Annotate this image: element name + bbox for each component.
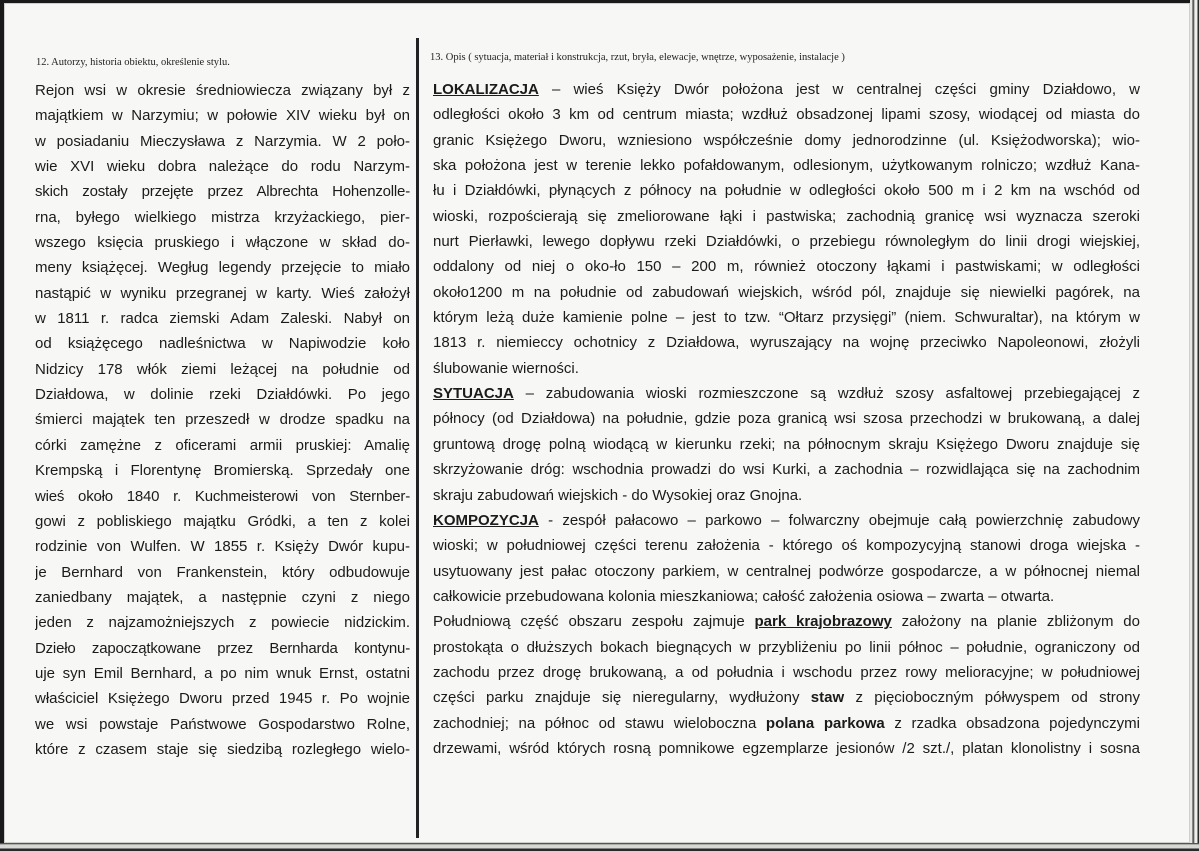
text-line: północy (od Działdowa) na południe, gdzie poza granicą wsi szosa przechodzi w brukowaną, a dalej <box>433 410 1140 428</box>
text-line: które z czasem staje się siedzibą rozległego wielo- <box>35 740 410 758</box>
text-line: granic Księżego Dworu, wzniesiono współcześnie domy jednorodzinne (ul. Księżodworska); wio- <box>433 131 1140 149</box>
sytuacja-first-line: SYTUACJA – zabudowania wioski rozmieszczone są wzdłuż szosy asfaltowej przebiegającej z <box>433 385 1140 403</box>
text-line: wieś około 1840 r. Kuchmeisterowi von Sternber- <box>35 487 410 505</box>
description-text-column <box>433 77 1140 761</box>
text-line: całkowicie przebudowana kolonia mieszkaniowa; całość założenia osiowa – zwarta – otwarta. <box>433 587 1055 605</box>
kompozycja-paragraph <box>433 533 1140 609</box>
text-line: odległości około 3 km od centrum miasta; wzdłuż obsadzonej lipami szosy, wiodącej od miasta do <box>433 106 1140 124</box>
text-line: gruntową drogę polną wiodącą w kierunku rzeki; na północnym skraju Księżego Dworu znajduje się <box>433 435 1140 453</box>
history-text-column <box>35 78 410 762</box>
park-krajobrazowy-label: park krajobrazowy <box>754 613 892 631</box>
page-edge-right <box>1190 0 1199 851</box>
staw-term: staw <box>810 689 845 707</box>
park-line: zachodniej; na północ od stawu wieloboczna polana parkowa z rzadka obsadzona pojedynczymi <box>433 714 1140 732</box>
text-line: we wsi powstaje Państwowe Gospodarstwo Rolne, <box>35 715 410 733</box>
text-line: skich zostały przejęte przez Albrechta Hohenzolle- <box>35 183 410 201</box>
page-edge-bottom <box>0 843 1199 851</box>
text-line: nurt Pierławki, lewego dopływu rzeki Działdówki, o przebiegu równoległym do linii drogi wiejskiej, <box>433 233 1140 251</box>
text-line: uje syn Emil Bernhard, a po nim wnuk Ernst, ostatni <box>35 664 410 682</box>
section-12-heading: 12. Autorzy, historia obiektu, określenie stylu. <box>36 57 230 68</box>
text-line: rna, byłego wielkiego mistrza krzyżackiego, pier- <box>35 208 410 226</box>
column-divider <box>416 38 419 838</box>
text-line: nastąpić w wyniku przegranej w karty. Wieś założył <box>35 284 410 302</box>
text-line: Działdowa, w dolinie rzeki Działdówki. Po jego <box>35 386 410 404</box>
document-page <box>4 3 1190 843</box>
park-first-line: Południową część obszaru zespołu zajmuje park krajobrazowy założony na planie zbliżonym do <box>433 613 1140 631</box>
lokalizacja-paragraph <box>433 102 1140 381</box>
text-line: skraju zabudowań wiejskich - do Wysokiej oraz Gnojna. <box>433 486 803 504</box>
text-line: je Bernhard von Frankenstein, który odbudowuje <box>35 563 410 581</box>
lokalizacja-first-line: LOKALIZACJA – wieś Księży Dwór położona jest w centralnej części gminy Działdowo, w <box>433 81 1140 98</box>
text-line: córki zamężne z oficerami armii pruskiej: Amalię <box>35 436 410 454</box>
text-line: około1200 m na południe od zabudowań wiejskich, wśród pól, znajduje się niewielki pagórek, na <box>433 283 1140 301</box>
text-line: w posiadaniu Mieczysława z Narzymia. W 2 poło- <box>35 132 410 150</box>
text-line: rodzinie von Wulfen. W 1855 r. Księży Dwór kupu- <box>35 538 410 556</box>
text-line: Rejon wsi w okresie średniowiecza związany był z <box>35 82 410 99</box>
text-line: w 1811 r. radca ziemski Adam Zaleski. Nabył on <box>35 310 410 328</box>
text-line: wioski; w południowej części terenu założenia - którego oś kompozycyjną stanowi droga wiejska - <box>433 537 1140 555</box>
park-line: zachodu przez drogę brukowaną, a od południa i wschodu przez rowy melioracyjne; w południowej <box>433 663 1140 681</box>
text-line: usytuowany jest pałac otoczony parkiem, w centralnej podwórze gospodarcze, a w północnej niemal <box>433 562 1140 580</box>
text-line: ska położona jest w terenie lekko pofałdowanym, odlesionym, użytkowanym rolniczo; wzdłuż Kana- <box>433 157 1140 175</box>
text-line: wie XVI wieku dobra należące do rodu Narzym- <box>35 158 410 176</box>
park-line: drzewami, wśród których rosną pomnikowe egzemplarze jesionów /2 szt./, platan klonolistny i sosna <box>433 739 1140 757</box>
text-line: jeden z najzamożniejszych z powiecie nidzickim. <box>35 614 410 632</box>
text-line: wioski, rozpościerają się zmeliorowane łąki i pastwiska; zachodnią granicę wsi wyznacza szeroki <box>433 207 1140 225</box>
polana-parkowa-term: polana parkowa <box>765 714 885 732</box>
text-line: Krempską i Florentynę Bromierską. Sprzedały one <box>35 462 410 480</box>
park-line: części parku znajduje się nieregularny, wydłużony staw z pięcioboczným półwyspem od strony <box>433 689 1140 707</box>
text-line: wszego księcia pruskiego i włączone w skład do- <box>35 234 410 252</box>
sytuacja-paragraph <box>433 406 1140 507</box>
park-line: prostokąta o dłuższych bokach biegnących w przybliżeniu po linii północ – południe, ograniczony od <box>433 638 1140 656</box>
text-line: oddalony od niej o oko-ło 150 – 200 m, również otoczony łąkami i pastwiskami; w odległości <box>433 258 1140 276</box>
text-line: śmierci majątek ten przeszedł w drodze spadku na <box>35 411 410 429</box>
section-13-heading: 13. Opis ( sytuacja, materiał i konstrukcja, rzut, bryła, elewacje, wnętrze, wyposażenie, instalacje ) <box>430 52 845 63</box>
text-line: zaniedbany majątek, a następnie czyni z niego <box>35 588 410 606</box>
sytuacja-label: SYTUACJA <box>433 385 514 403</box>
text-line: Dzieło zapoczątkowane przez Bernharda kontynu- <box>35 639 410 657</box>
text-line: ślubowanie wierności. <box>433 359 579 377</box>
text-line: skrzyżowanie dróg: wschodnia prowadzi do wsi Kurki, a zachodnia – rozwidlająca się na zachodnim <box>433 461 1140 479</box>
text-line: właściciel Księżego Dworu przed 1945 r. Po wojnie <box>35 690 410 708</box>
kompozycja-label: KOMPOZYCJA <box>433 511 539 529</box>
lokalizacja-label: LOKALIZACJA <box>433 81 539 98</box>
text-line: łu i Działdówki, płynących z północy na południe w odległości około 500 m i 2 km na wschód od <box>433 182 1140 200</box>
kompozycja-first-line: KOMPOZYCJA - zespół pałacowo – parkowo – folwarczny obejmuje całą powierzchnię zabudowy <box>433 511 1140 529</box>
text-line: majątkiem w Narzymiu; w połowie XIV wieku był on <box>35 107 410 125</box>
text-line: meny książęcej. Wegług legendy przejęcie to miało <box>35 259 410 277</box>
text-line: od książęcego nadleśnictwa w Napiwodzie koło <box>35 335 410 353</box>
text-line: którym leżą duże kamienie polne – jest to tzw. “Ołtarz przysięgi” (niem. Schwuraltar), na którym w <box>433 309 1140 327</box>
text-line: 1813 r. niemieccy ochotnicy z Działdowa, wyruszający na wojnę przeciwko Napoleonowi, złożyli <box>433 334 1140 352</box>
text-line: Nidzicy 178 włók ziemi leżącej na południe od <box>35 360 410 378</box>
text-line: gowi z pobliskiego majątku Gródki, a ten z kolei <box>35 512 410 530</box>
